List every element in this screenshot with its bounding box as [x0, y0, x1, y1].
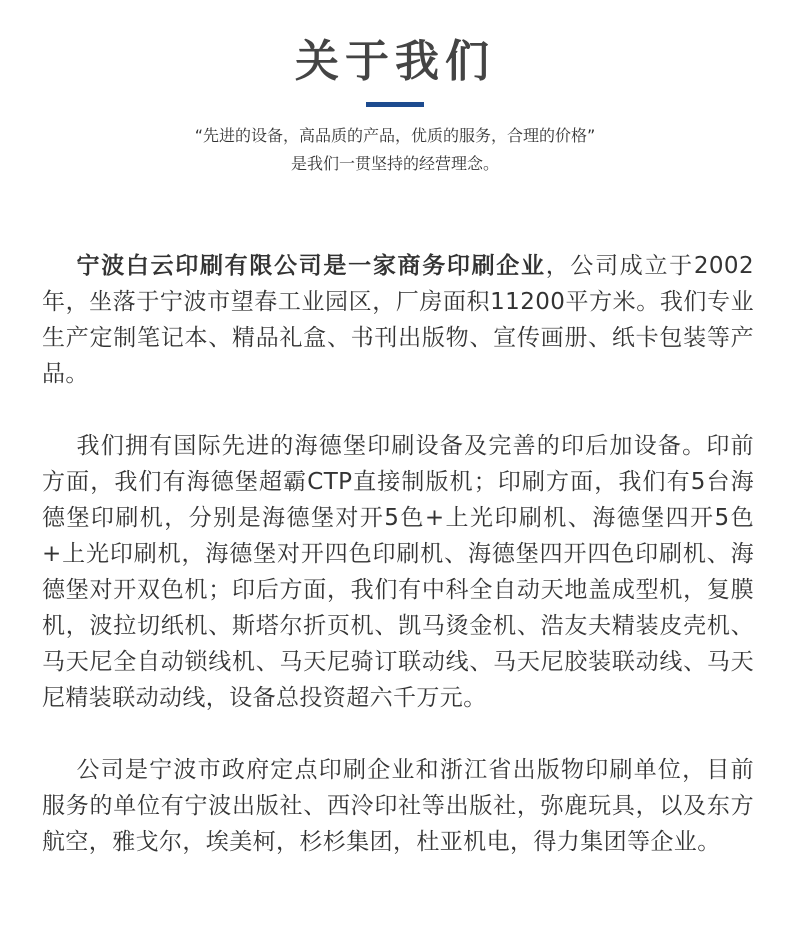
tagline: [0, 122, 790, 178]
equipment-paragraph: 我们拥有国际先进的海德堡印刷设备及完善的印后加设备。印前方面，我们有海德堡超霸CTP直接制版机；印刷方面，我们有5台海德堡印刷机，分别是海德堡对开5色+上光印刷机、海德堡四开5色+上光印刷机，海德堡对开四色印刷机、海德堡四开四色印刷机、海德堡对开双色机；印后方面，我们有中科全自动天地盖成型机，复膜机，波拉切纸机、斯塔尔折页机、凯马烫金机、浩友夫精装皮壳机、马天尼全自动锁线机、马天尼骑订联动线、马天尼胶装联动线、马天尼精装联动动线，设备总投资超六千万元。: [42, 433, 754, 711]
intro-paragraph: [42, 248, 754, 392]
tagline-line-1: “先进的设备，高品质的产品，优质的服务，合理的价格”: [194, 126, 596, 145]
tagline-line-2: 是我们一贯坚持的经营理念。: [290, 154, 499, 173]
title-underline-divider: [366, 102, 424, 107]
page-title: 关于我们: [295, 36, 495, 87]
intro-lead-text: 宁波白云印刷有限公司是一家商务印刷企业: [76, 253, 546, 279]
company-description: [42, 248, 754, 896]
clients-paragraph: 公司是宁波市政府定点印刷企业和浙江省出版物印刷单位，目前服务的单位有宁波出版社、西泠印社等出版社，弥鹿玩具，以及东方航空，雅戈尔，埃美柯，杉杉集团，杜亚机电，得力集团等企业。: [42, 757, 754, 855]
intro-rest-text: ，公司成立于2002年，坐落于宁波市望春工业园区，厂房面积11200平方米。我们专业生产定制笔记本、精品礼盒、书刊出版物、宣传画册、纸卡包装等产品。: [42, 253, 754, 387]
